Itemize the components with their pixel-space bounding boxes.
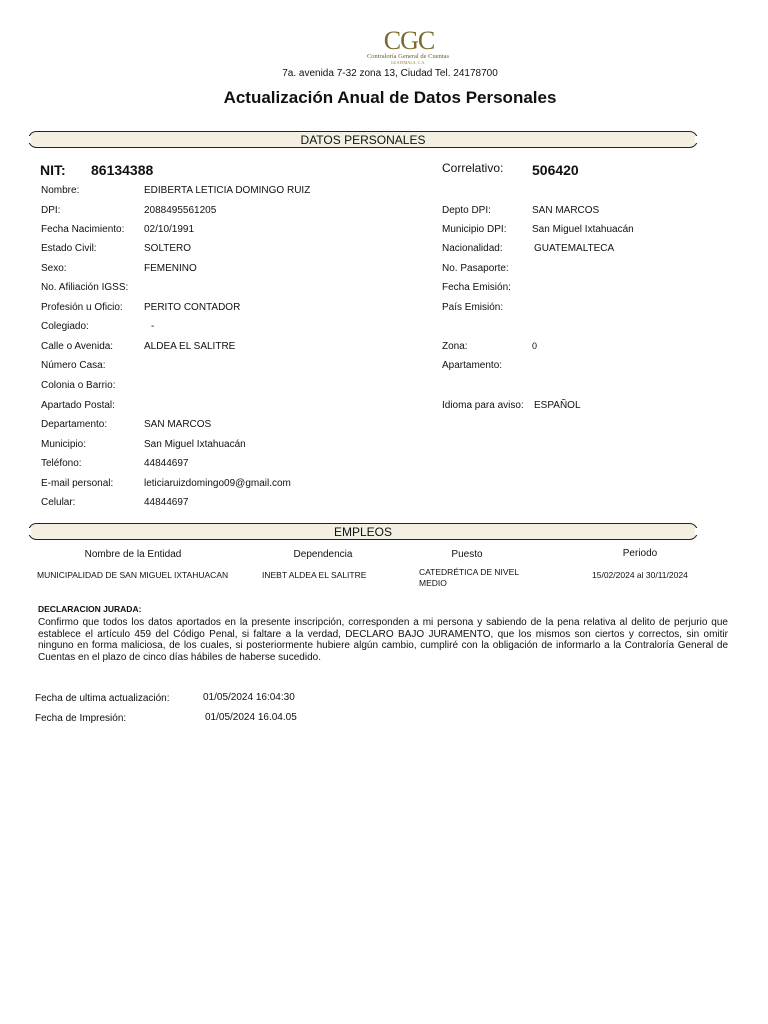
field-value: 02/10/1991 [144, 224, 195, 235]
cgc-logo [362, 26, 454, 66]
field-value: ESPAÑOL [534, 400, 581, 411]
print-date-value: 01/05/2024 16.04.05 [205, 712, 297, 723]
logo-monogram: CGC [383, 26, 435, 55]
field-label: Calle o Avenida: [41, 341, 114, 352]
field-value: San Miguel Ixtahuacán [144, 439, 246, 450]
field-label: Apartamento: [442, 360, 503, 371]
field-label: E-mail personal: [41, 478, 114, 489]
correlativo-value: 506420 [532, 162, 579, 178]
declaration-text: Confirmo que todos los datos aportados en la presente inscripción, corresponden a mi persona y sabiendo de la pena relativa al delito de perjurio que establece el artículo 459 del Código Penal, si faltare a la verdad, DECLARO BAJO JURAMENTO, que los mismos son ciertos y correctos, sin omitir ninguno en forma maliciosa, de los cuales, si posteriormente hubiere algún cambio, cumpliré con la obligación de informarlo a la Contraloría General de Cuentas en el plazo de cinco días hábiles de haberse sucedido. [38, 617, 728, 663]
field-value: San Miguel Ixtahuacán [532, 224, 634, 235]
nit-label: NIT: [40, 162, 66, 178]
field-value: GUATEMALTECA [534, 243, 615, 254]
field-value: leticiaruizdomingo09@gmail.com [144, 478, 291, 489]
last-update-label: Fecha de ultima actualización: [35, 693, 170, 704]
field-label: No. Pasaporte: [442, 263, 509, 274]
col-header-periodo: Periodo [622, 548, 658, 559]
nit-value: 86134388 [91, 162, 154, 178]
field-value: SAN MARCOS [144, 419, 212, 430]
field-value: EDIBERTA LETICIA DOMINGO RUIZ [144, 185, 311, 196]
field-label: Celular: [41, 497, 76, 508]
field-label: No. Afiliación IGSS: [41, 282, 129, 293]
field-label: Sexo: [41, 263, 67, 274]
field-label: Número Casa: [41, 360, 106, 371]
correlativo-label: Correlativo: [442, 161, 504, 175]
field-label: Departamento: [41, 419, 108, 430]
field-value: 2088495561205 [144, 205, 217, 216]
field-label: Fecha Emisión: [442, 282, 511, 293]
field-label: País Emisión: [442, 302, 504, 313]
field-label: Depto DPI: [442, 205, 491, 216]
col-header-dependencia: Dependencia [293, 549, 353, 560]
field-value: PERITO CONTADOR [144, 302, 241, 313]
field-label: Municipio DPI: [442, 224, 507, 235]
row-puesto-line2: MEDIO [419, 578, 447, 588]
field-label: Municipio: [41, 439, 87, 450]
declaration-title: DECLARACION JURADA: [38, 604, 142, 614]
field-label: Colonia o Barrio: [41, 380, 116, 391]
row-puesto-line1: CATEDRÉTICA DE NIVEL [419, 567, 519, 577]
field-value: FEMENINO [144, 263, 197, 274]
field-label: Nacionalidad: [442, 243, 503, 254]
page-title: Actualización Anual de Datos Personales [223, 88, 557, 107]
field-value: SOLTERO [144, 243, 192, 254]
row-periodo: 15/02/2024 al 30/11/2024 [592, 570, 688, 580]
row-dependencia: INEBT ALDEA EL SALITRE [262, 570, 367, 580]
col-header-entidad: Nombre de la Entidad [84, 549, 182, 560]
section-employment-header: EMPLEOS [28, 523, 698, 540]
field-label: Idioma para aviso: [442, 400, 524, 411]
field-value: ALDEA EL SALITRE [144, 341, 236, 352]
field-label: Nombre: [41, 185, 80, 196]
row-entidad: MUNICIPALIDAD DE SAN MIGUEL IXTAHUACAN [37, 570, 229, 580]
logo-name: Contraloría General de Cuentas [366, 53, 450, 60]
field-label: Zona: [442, 341, 468, 352]
field-value: 44844697 [144, 458, 189, 469]
field-label: DPI: [41, 205, 61, 216]
section-personal-data-header: DATOS PERSONALES [28, 131, 698, 148]
field-value: SAN MARCOS [532, 205, 600, 216]
field-label: Fecha Nacimiento: [41, 224, 125, 235]
field-label: Apartado Postal: [41, 400, 115, 411]
field-value: 44844697 [144, 497, 189, 508]
field-label: Profesión u Oficio: [41, 302, 123, 313]
header-address: 7a. avenida 7-32 zona 13, Ciudad Tel. 24178700 [282, 68, 498, 79]
logo-country: GUATEMALA, C.A. [390, 60, 426, 65]
field-value: - [151, 321, 155, 332]
field-label: Estado Civil: [41, 243, 97, 254]
last-update-value: 01/05/2024 16:04:30 [203, 692, 295, 703]
print-date-label: Fecha de Impresión: [35, 713, 127, 724]
field-label: Teléfono: [41, 458, 82, 469]
field-label: Colegiado: [41, 321, 89, 332]
field-value: 0 [532, 341, 538, 351]
col-header-puesto: Puesto [451, 549, 483, 560]
